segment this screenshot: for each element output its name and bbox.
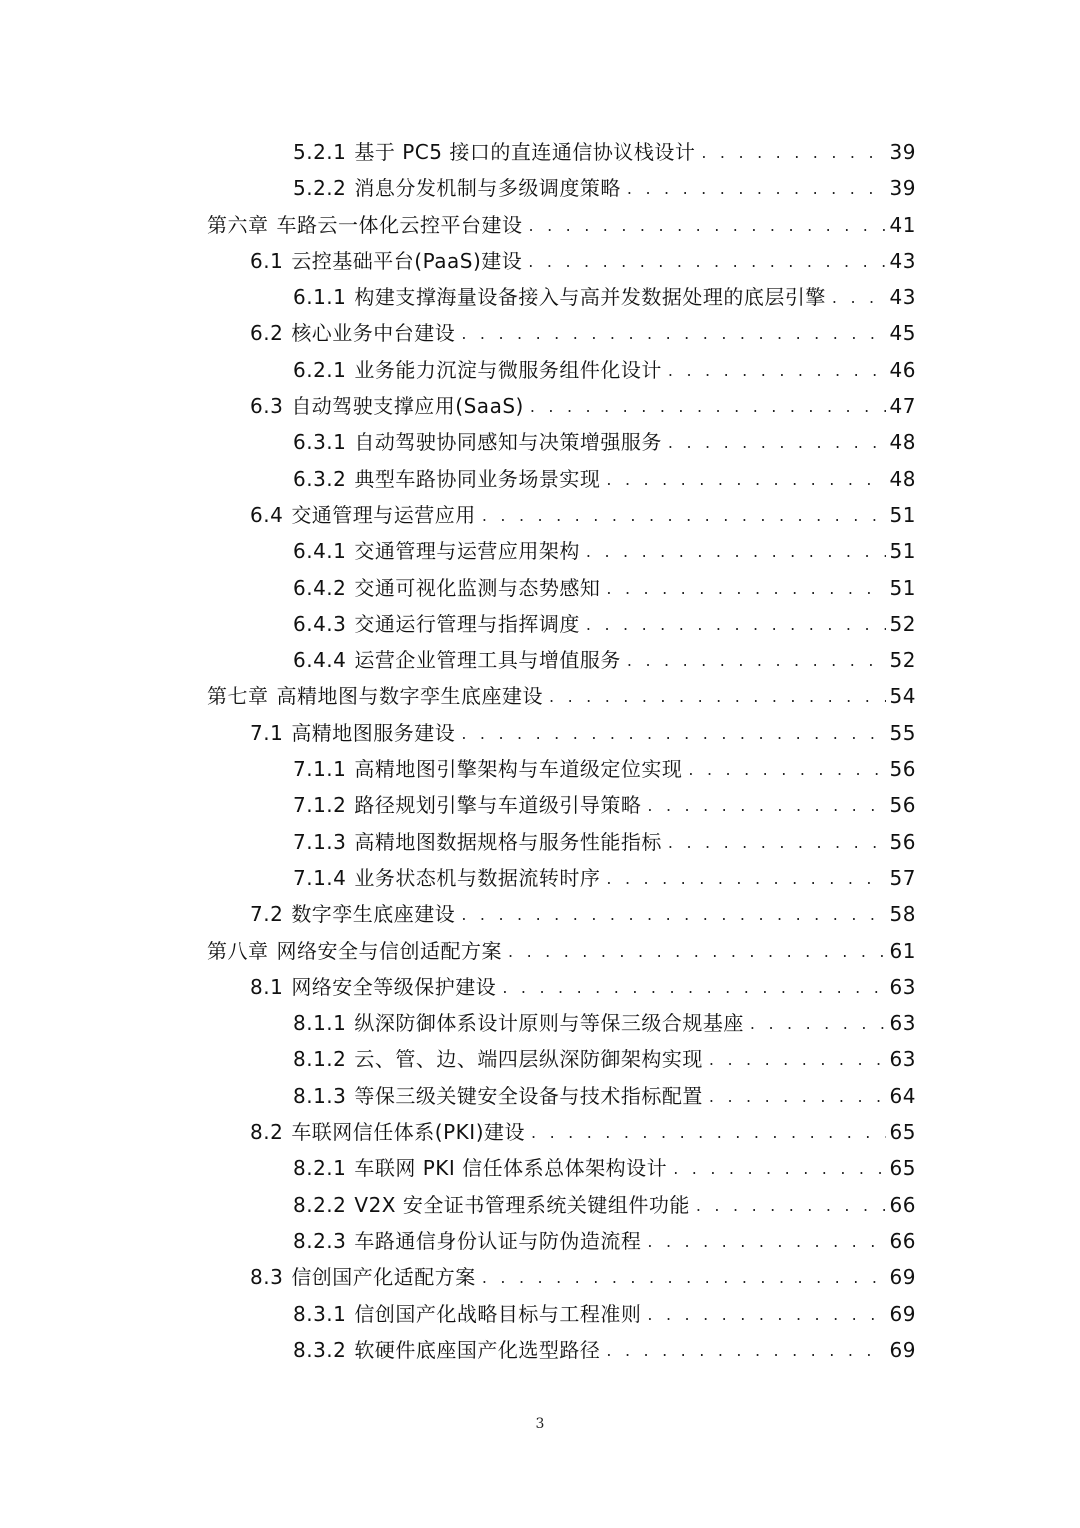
toc-entry-number: 7.1.4 bbox=[293, 865, 347, 890]
toc-dot-leader bbox=[709, 1084, 886, 1110]
toc-entry[interactable] bbox=[0, 1114, 1080, 1150]
toc-dot-leader bbox=[668, 358, 886, 384]
toc-dot-leader bbox=[750, 1011, 886, 1037]
toc-entry[interactable] bbox=[0, 1259, 1080, 1295]
toc-dot-leader bbox=[461, 721, 885, 747]
toc-entry[interactable] bbox=[0, 243, 1080, 279]
toc-dot-leader bbox=[696, 1193, 886, 1219]
toc-entry-line bbox=[293, 755, 916, 783]
toc-dot-leader bbox=[586, 539, 886, 565]
toc-entry-page: 69 bbox=[889, 1265, 916, 1290]
toc-entry-title: 交通管理与运营应用 bbox=[291, 502, 476, 527]
toc-entry-title: 信创国产化战略目标与工程准则 bbox=[354, 1301, 642, 1326]
toc-entry-line bbox=[207, 682, 916, 710]
toc-entry[interactable] bbox=[0, 533, 1080, 569]
toc-dot-leader bbox=[647, 1229, 885, 1255]
toc-entry-title: 纵深防御体系设计原则与等保三级合规基座 bbox=[354, 1011, 744, 1036]
toc-entry[interactable] bbox=[0, 1187, 1080, 1223]
toc-entry[interactable] bbox=[0, 1296, 1080, 1332]
toc-entry-page: 47 bbox=[889, 394, 916, 419]
toc-entry-line bbox=[250, 900, 916, 928]
toc-entry-title: 交通管理与运营应用架构 bbox=[354, 539, 580, 564]
toc-entry-page: 45 bbox=[889, 321, 916, 346]
toc-dot-leader bbox=[606, 866, 885, 892]
toc-entry-title: 高精地图数据规格与服务性能指标 bbox=[354, 829, 662, 854]
toc-entry[interactable] bbox=[0, 1332, 1080, 1368]
toc-entry-number: 8.1.3 bbox=[293, 1083, 347, 1108]
toc-entry-page: 48 bbox=[889, 430, 916, 455]
toc-entry-line bbox=[293, 646, 916, 674]
toc-entry-title: 高精地图与数字孪生底座建设 bbox=[276, 684, 543, 709]
toc-dot-leader bbox=[606, 467, 885, 493]
toc-entry-line bbox=[207, 211, 916, 239]
toc-entry[interactable] bbox=[0, 497, 1080, 533]
toc-entry-number: 8.3.2 bbox=[293, 1337, 347, 1362]
toc-entry-number: 7.1.3 bbox=[293, 829, 347, 854]
toc-dot-leader bbox=[461, 902, 885, 928]
toc-entry[interactable] bbox=[0, 1005, 1080, 1041]
toc-entry-title: 自动驾驶支撑应用(SaaS) bbox=[291, 394, 524, 419]
toc-dot-leader bbox=[530, 394, 886, 420]
toc-entry-title: 车路通信身份认证与防伪造流程 bbox=[354, 1228, 642, 1253]
toc-entry[interactable] bbox=[0, 1150, 1080, 1186]
toc-entry[interactable] bbox=[0, 570, 1080, 606]
toc-entry[interactable] bbox=[0, 170, 1080, 206]
toc-dot-leader bbox=[606, 576, 885, 602]
toc-entry-page: 64 bbox=[889, 1083, 916, 1108]
toc-entry[interactable] bbox=[0, 315, 1080, 351]
toc-dot-leader bbox=[668, 430, 886, 456]
toc-dot-leader bbox=[709, 1047, 886, 1073]
toc-entry-line bbox=[293, 174, 916, 202]
toc-entry-title: 网络安全等级保护建设 bbox=[291, 974, 497, 999]
toc-entry-page: 57 bbox=[889, 865, 916, 890]
toc-entry-page: 52 bbox=[889, 611, 916, 636]
toc-entry[interactable] bbox=[0, 207, 1080, 243]
toc-entry-line bbox=[250, 973, 916, 1001]
toc-entry-line bbox=[293, 1082, 916, 1110]
toc-entry-title: 高精地图服务建设 bbox=[291, 720, 456, 745]
toc-entry-number: 6.4.4 bbox=[293, 648, 347, 673]
toc-dot-leader bbox=[688, 757, 885, 783]
toc-entry-number: 6.3.1 bbox=[293, 430, 347, 455]
toc-entry[interactable] bbox=[0, 642, 1080, 678]
toc-dot-leader bbox=[549, 684, 886, 710]
toc-entry[interactable] bbox=[0, 860, 1080, 896]
toc-entry-number: 5.2.2 bbox=[293, 176, 347, 201]
toc-entry[interactable] bbox=[0, 424, 1080, 460]
toc-entry[interactable] bbox=[0, 1041, 1080, 1077]
toc-entry-title: 网络安全与信创适配方案 bbox=[276, 938, 502, 963]
toc-entry-page: 63 bbox=[889, 974, 916, 999]
toc-entry-number: 8.2.2 bbox=[293, 1192, 347, 1217]
toc-entry-page: 55 bbox=[889, 720, 916, 745]
toc-entry-title: 基于 PC5 接口的直连通信协议栈设计 bbox=[354, 140, 696, 164]
toc-entry-number: 5.2.1 bbox=[293, 140, 347, 164]
toc-dot-leader bbox=[627, 176, 886, 202]
toc-entry-number: 6.4 bbox=[250, 502, 284, 527]
toc-entry-title: 核心业务中台建设 bbox=[291, 321, 456, 346]
toc-dot-leader bbox=[482, 503, 886, 529]
toc-entry[interactable] bbox=[0, 1223, 1080, 1259]
toc-entry-page: 39 bbox=[889, 176, 916, 201]
toc-dot-leader bbox=[502, 975, 885, 1001]
toc-entry[interactable] bbox=[0, 279, 1080, 315]
toc-entry-number: 7.1.2 bbox=[293, 793, 347, 818]
toc-entry-line bbox=[293, 1191, 916, 1219]
toc-entry-page: 61 bbox=[889, 938, 916, 963]
toc-entry-page: 63 bbox=[889, 1011, 916, 1036]
toc-entry-line bbox=[250, 1118, 916, 1146]
toc-dot-leader bbox=[701, 140, 885, 166]
toc-entry-title: 云、管、边、端四层纵深防御架构实现 bbox=[354, 1047, 703, 1072]
toc-entry-number: 8.2.1 bbox=[293, 1156, 347, 1181]
toc-entry-number: 6.1 bbox=[250, 248, 284, 273]
toc-entry-line bbox=[250, 319, 916, 347]
toc-entry-title: 自动驾驶协同感知与决策增强服务 bbox=[354, 430, 662, 455]
page-number: 3 bbox=[535, 1416, 545, 1432]
toc-entry-page: 41 bbox=[889, 212, 916, 237]
toc-entry-page: 66 bbox=[889, 1228, 916, 1253]
toc-entry-line bbox=[293, 610, 916, 638]
toc-dot-leader bbox=[531, 1120, 886, 1146]
toc-entry-number: 6.3 bbox=[250, 394, 284, 419]
toc-entry-number: 7.1.1 bbox=[293, 757, 347, 782]
toc-entry-line bbox=[293, 574, 916, 602]
toc-entry-title: 交通可视化监测与态势感知 bbox=[354, 575, 601, 600]
toc-entry-number: 6.2.1 bbox=[293, 357, 347, 382]
toc-entry-title: V2X 安全证书管理系统关键组件功能 bbox=[354, 1192, 690, 1217]
toc-entry-number: 6.4.2 bbox=[293, 575, 347, 600]
toc-dot-leader bbox=[529, 213, 886, 239]
toc-entry[interactable] bbox=[0, 715, 1080, 751]
toc-entry[interactable] bbox=[0, 933, 1080, 969]
toc-dot-leader bbox=[606, 1338, 885, 1364]
toc-entry-page: 46 bbox=[889, 357, 916, 382]
toc-entry-number: 8.3 bbox=[250, 1265, 284, 1290]
toc-entry-number: 8.1 bbox=[250, 974, 284, 999]
toc-entry-line bbox=[293, 428, 916, 456]
toc-entry-title: 路径规划引擎与车道级引导策略 bbox=[354, 793, 642, 818]
toc-dot-leader bbox=[673, 1156, 885, 1182]
toc-entry-page: 43 bbox=[889, 248, 916, 273]
toc-entry-title: 交通运行管理与指挥调度 bbox=[354, 611, 580, 636]
toc-entry-title: 车联网 PKI 信任体系总体架构设计 bbox=[354, 1156, 668, 1181]
toc-entry-line bbox=[293, 864, 916, 892]
toc-entry-title: 运营企业管理工具与增值服务 bbox=[354, 648, 621, 673]
toc-dot-leader bbox=[482, 1265, 886, 1291]
toc-entry-title: 构建支撑海量设备接入与高并发数据处理的底层引擎 bbox=[354, 285, 826, 310]
toc-entry[interactable] bbox=[0, 134, 1080, 170]
toc-entry-line bbox=[293, 791, 916, 819]
toc-entry-number: 第六章 bbox=[207, 212, 269, 237]
toc-entry-page: 65 bbox=[889, 1156, 916, 1181]
toc-entry-line bbox=[293, 1227, 916, 1255]
toc-dot-leader bbox=[461, 321, 885, 347]
toc-entry-line bbox=[293, 1045, 916, 1073]
toc-entry-number: 6.4.3 bbox=[293, 611, 347, 636]
toc-entry[interactable] bbox=[0, 461, 1080, 497]
toc-entry-page: 54 bbox=[889, 684, 916, 709]
toc-dot-leader bbox=[668, 830, 886, 856]
toc-entry-page: 56 bbox=[889, 757, 916, 782]
toc-dot-leader bbox=[627, 648, 886, 674]
table-of-contents bbox=[0, 134, 1080, 1368]
toc-entry-title: 消息分发机制与多级调度策略 bbox=[354, 176, 621, 201]
toc-entry-title: 业务状态机与数据流转时序 bbox=[354, 865, 601, 890]
toc-dot-leader bbox=[586, 612, 886, 638]
toc-entry-page: 56 bbox=[889, 793, 916, 818]
toc-entry-number: 8.2 bbox=[250, 1120, 284, 1145]
toc-entry-line bbox=[250, 1263, 916, 1291]
toc-entry[interactable] bbox=[0, 606, 1080, 642]
toc-entry-title: 典型车路协同业务场景实现 bbox=[354, 466, 601, 491]
toc-entry-title: 车路云一体化云控平台建设 bbox=[276, 212, 523, 237]
toc-entry-page: 51 bbox=[889, 502, 916, 527]
toc-entry-number: 6.3.2 bbox=[293, 466, 347, 491]
toc-dot-leader bbox=[647, 793, 885, 819]
toc-entry-page: 65 bbox=[889, 1120, 916, 1145]
toc-entry-line bbox=[293, 138, 916, 166]
toc-entry-line bbox=[293, 1009, 916, 1037]
toc-entry[interactable] bbox=[0, 787, 1080, 823]
toc-entry[interactable] bbox=[0, 352, 1080, 388]
toc-entry[interactable] bbox=[0, 969, 1080, 1005]
toc-entry-page: 43 bbox=[889, 285, 916, 310]
toc-entry-title: 车联网信任体系(PKI)建设 bbox=[291, 1120, 525, 1145]
toc-entry-page: 51 bbox=[889, 575, 916, 600]
toc-entry[interactable] bbox=[0, 678, 1080, 714]
toc-entry-line bbox=[293, 1154, 916, 1182]
toc-entry-line bbox=[293, 828, 916, 856]
toc-entry[interactable] bbox=[0, 751, 1080, 787]
toc-entry-line bbox=[293, 537, 916, 565]
toc-entry-line bbox=[293, 465, 916, 493]
toc-entry-page: 63 bbox=[889, 1047, 916, 1072]
toc-entry-page: 69 bbox=[889, 1337, 916, 1362]
toc-entry-number: 8.3.1 bbox=[293, 1301, 347, 1326]
toc-entry-line bbox=[250, 501, 916, 529]
toc-entry-page: 56 bbox=[889, 829, 916, 854]
toc-entry-page: 66 bbox=[889, 1192, 916, 1217]
toc-entry-line bbox=[207, 937, 916, 965]
toc-entry-title: 云控基础平台(PaaS)建设 bbox=[291, 248, 523, 273]
toc-entry-title: 等保三级关键安全设备与技术指标配置 bbox=[354, 1083, 703, 1108]
toc-entry-line bbox=[293, 283, 916, 311]
toc-entry-number: 8.1.1 bbox=[293, 1011, 347, 1036]
toc-entry-line bbox=[293, 356, 916, 384]
toc-entry-title: 数字孪生底座建设 bbox=[291, 902, 456, 927]
toc-dot-leader bbox=[832, 285, 886, 311]
toc-entry-page: 48 bbox=[889, 466, 916, 491]
toc-dot-leader bbox=[647, 1302, 885, 1328]
toc-entry-page: 39 bbox=[889, 140, 916, 164]
toc-entry-number: 第七章 bbox=[207, 684, 269, 709]
toc-entry-line bbox=[250, 247, 916, 275]
toc-dot-leader bbox=[528, 249, 885, 275]
toc-entry-number: 6.2 bbox=[250, 321, 284, 346]
toc-entry-page: 58 bbox=[889, 902, 916, 927]
toc-entry-title: 高精地图引擎架构与车道级定位实现 bbox=[354, 757, 683, 782]
toc-entry-line bbox=[293, 1300, 916, 1328]
toc-entry-line bbox=[293, 1336, 916, 1364]
toc-entry[interactable] bbox=[0, 1078, 1080, 1114]
toc-entry-line bbox=[250, 392, 916, 420]
toc-entry-number: 8.2.3 bbox=[293, 1228, 347, 1253]
toc-entry-number: 第八章 bbox=[207, 938, 269, 963]
toc-entry[interactable] bbox=[0, 388, 1080, 424]
toc-entry-number: 6.4.1 bbox=[293, 539, 347, 564]
toc-entry-page: 51 bbox=[889, 539, 916, 564]
toc-entry-line bbox=[250, 719, 916, 747]
toc-entry-title: 业务能力沉淀与微服务组件化设计 bbox=[354, 357, 662, 382]
toc-entry-number: 8.1.2 bbox=[293, 1047, 347, 1072]
toc-entry-number: 7.2 bbox=[250, 902, 284, 927]
toc-entry-title: 软硬件底座国产化选型路径 bbox=[354, 1337, 601, 1362]
toc-entry-title: 信创国产化适配方案 bbox=[291, 1265, 476, 1290]
toc-entry-number: 6.1.1 bbox=[293, 285, 347, 310]
toc-entry[interactable] bbox=[0, 896, 1080, 932]
toc-entry-page: 69 bbox=[889, 1301, 916, 1326]
toc-entry-page: 52 bbox=[889, 648, 916, 673]
toc-entry-number: 7.1 bbox=[250, 720, 284, 745]
toc-entry[interactable] bbox=[0, 824, 1080, 860]
toc-dot-leader bbox=[508, 939, 886, 965]
